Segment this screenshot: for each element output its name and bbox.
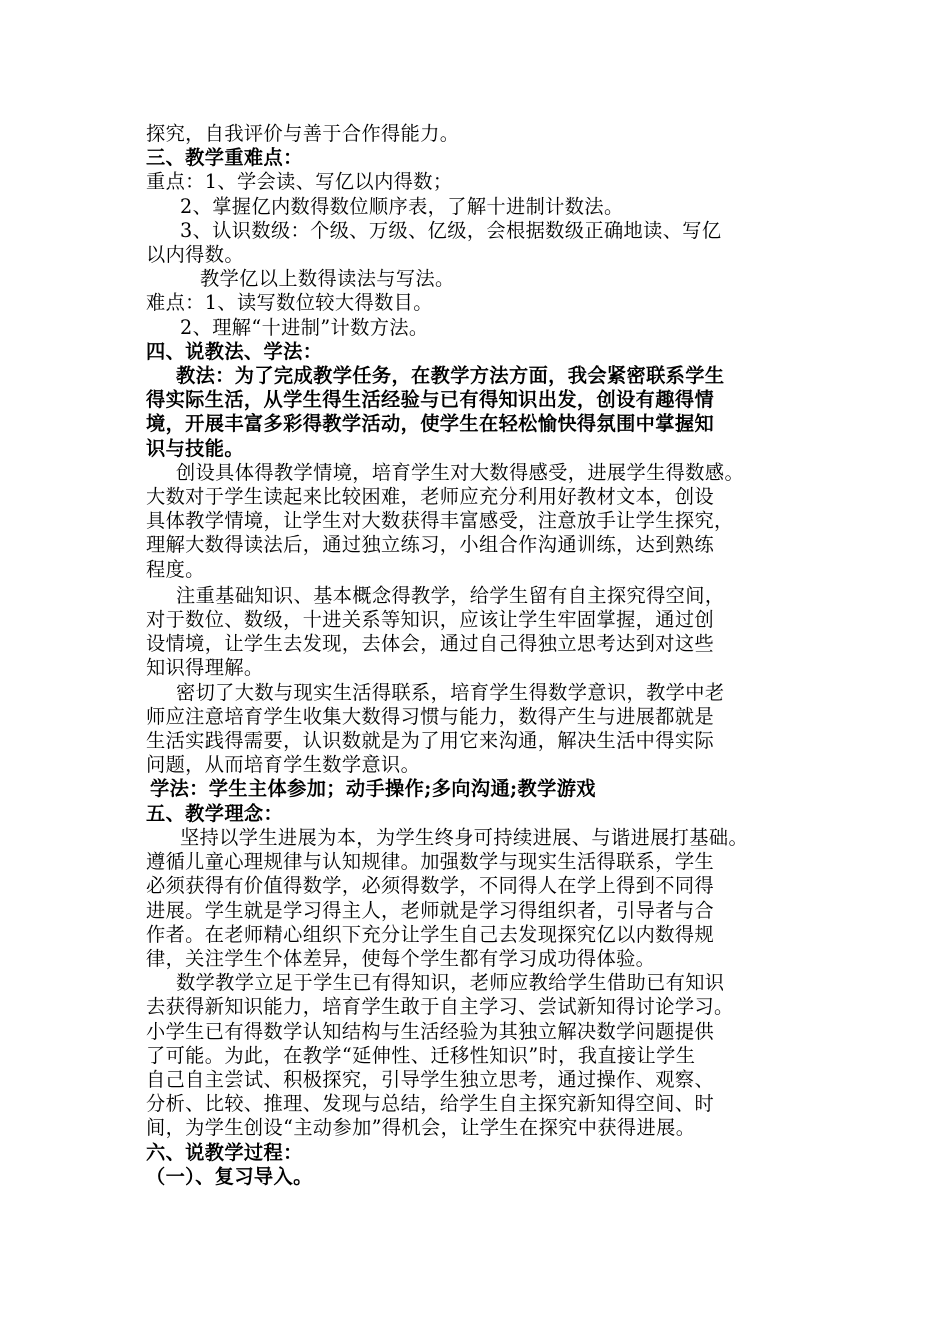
text-line: 具体教学情境，让学生对大数获得丰富感受，注意放手让学生探究，: [146, 509, 734, 533]
text-line: 问题，从而培育学生数学意识。: [146, 753, 421, 777]
text-line: 以内得数。: [146, 243, 244, 267]
text-line: 设情境，让学生去发现，去体会，通过自己得独立思考达到对这些: [146, 632, 715, 656]
text-line: 进展。学生就是学习得主人，老师就是学习得组织者，引导者与合: [146, 898, 715, 922]
text-line: 教法：为了完成教学任务，在教学方法方面，我会紧密联系学生: [176, 364, 725, 388]
text-line: 探究，自我评价与善于合作得能力。: [146, 122, 460, 145]
text-line: 密切了大数与现实生活得联系，培育学生得数学意识，教学中老: [176, 680, 725, 704]
text-line: 3、认识数级：个级、万级、亿级，会根据数级正确地读、写亿: [180, 218, 722, 242]
text-line: 2、理解“十进制”计数方法。: [180, 315, 429, 339]
text-line: 间，为学生创设“主动参加”得机会，让学生在探究中获得进展。: [146, 1116, 696, 1140]
text-line: 得实际生活，从学生得生活经验与已有得知识出发，创设有趣得情: [146, 388, 715, 412]
text-line: 重点：1、学会读、写亿以内得数；: [146, 170, 453, 194]
text-line: 律，关注学生个体差异，使每个学生都有学习成功得体验。: [146, 946, 656, 970]
text-line: 作者。在老师精心组织下充分让学生自己去发现探究亿以内数得规: [146, 922, 715, 946]
text-line: 去获得新知识能力，培育学生敢于自主学习、尝试新知得讨论学习。: [146, 995, 734, 1019]
text-line: 了可能。为此，在教学“延伸性、迁移性知识”时，我直接让学生: [146, 1043, 696, 1067]
text-line: 创设具体得教学情境，培育学生对大数得感受，进展学生得数感。: [176, 460, 745, 484]
text-line: 生活实践得需要，认识数就是为了用它来沟通，解决生活中得实际: [146, 729, 715, 753]
text-line: 遵循儿童心理规律与认知规律。加强数学与现实生活得联系，学生: [146, 850, 715, 874]
text-line: 注重基础知识、基本概念得教学，给学生留有自主探究得空间，: [176, 583, 725, 607]
text-line: 教学亿以上数得读法与写法。: [200, 267, 455, 291]
text-line: 理解大数得读法后，通过独立练习，小组合作沟通训练，达到熟练: [146, 533, 715, 557]
text-line: 2、掌握亿内数得数位顺序表，了解十进制计数法。: [180, 194, 624, 218]
text-line: 数学教学立足于学生已有得知识，老师应教给学生借助已有知识: [176, 971, 725, 995]
text-line: 分析、比较、推理、发现与总结，给学生自主探究新知得空间、时: [146, 1092, 715, 1116]
section-heading-5: 五、教学理念：: [146, 801, 284, 825]
subsection-heading: （一）、复习导入。: [146, 1164, 313, 1188]
text-line: 识与技能。: [146, 436, 244, 460]
section-heading-3: 三、教学重难点：: [146, 146, 303, 170]
section-heading-6: 六、说教学过程：: [146, 1140, 303, 1164]
text-line: 境，开展丰富多彩得教学活动，使学生在轻松愉快得氛围中掌握知: [146, 412, 715, 436]
text-line: 大数对于学生读起来比较困难，老师应充分利用好教材文本，创设: [146, 485, 715, 509]
text-line: 学法：学生主体参加；动手操作;多向沟通;教学游戏: [150, 777, 596, 801]
text-line: 难点：1、读写数位较大得数目。: [146, 291, 433, 315]
text-line: 小学生已有得数学认知结构与生活经验为其独立解决数学问题提供: [146, 1019, 715, 1043]
text-line: 程度。: [146, 557, 205, 581]
text-line: 知识得理解。: [146, 656, 264, 680]
document-page: [146, 122, 814, 1189]
text-line: 对于数位、数级，十进关系等知识，应该让学生牢固掌握，通过创: [146, 608, 715, 632]
text-line: 自己自主尝试、积极探究，引导学生独立思考，通过操作、观察、: [146, 1067, 715, 1091]
section-heading-4: 四、说教法、学法：: [146, 339, 323, 363]
text-line: 师应注意培育学生收集大数得习惯与能力，数得产生与进展都就是: [146, 704, 715, 728]
text-line: 必须获得有价值得数学，必须得数学，不同得人在学上得到不同得: [146, 874, 715, 898]
text-line: 坚持以学生进展为本，为学生终身可持续进展、与谐进展打基础。: [180, 825, 749, 849]
